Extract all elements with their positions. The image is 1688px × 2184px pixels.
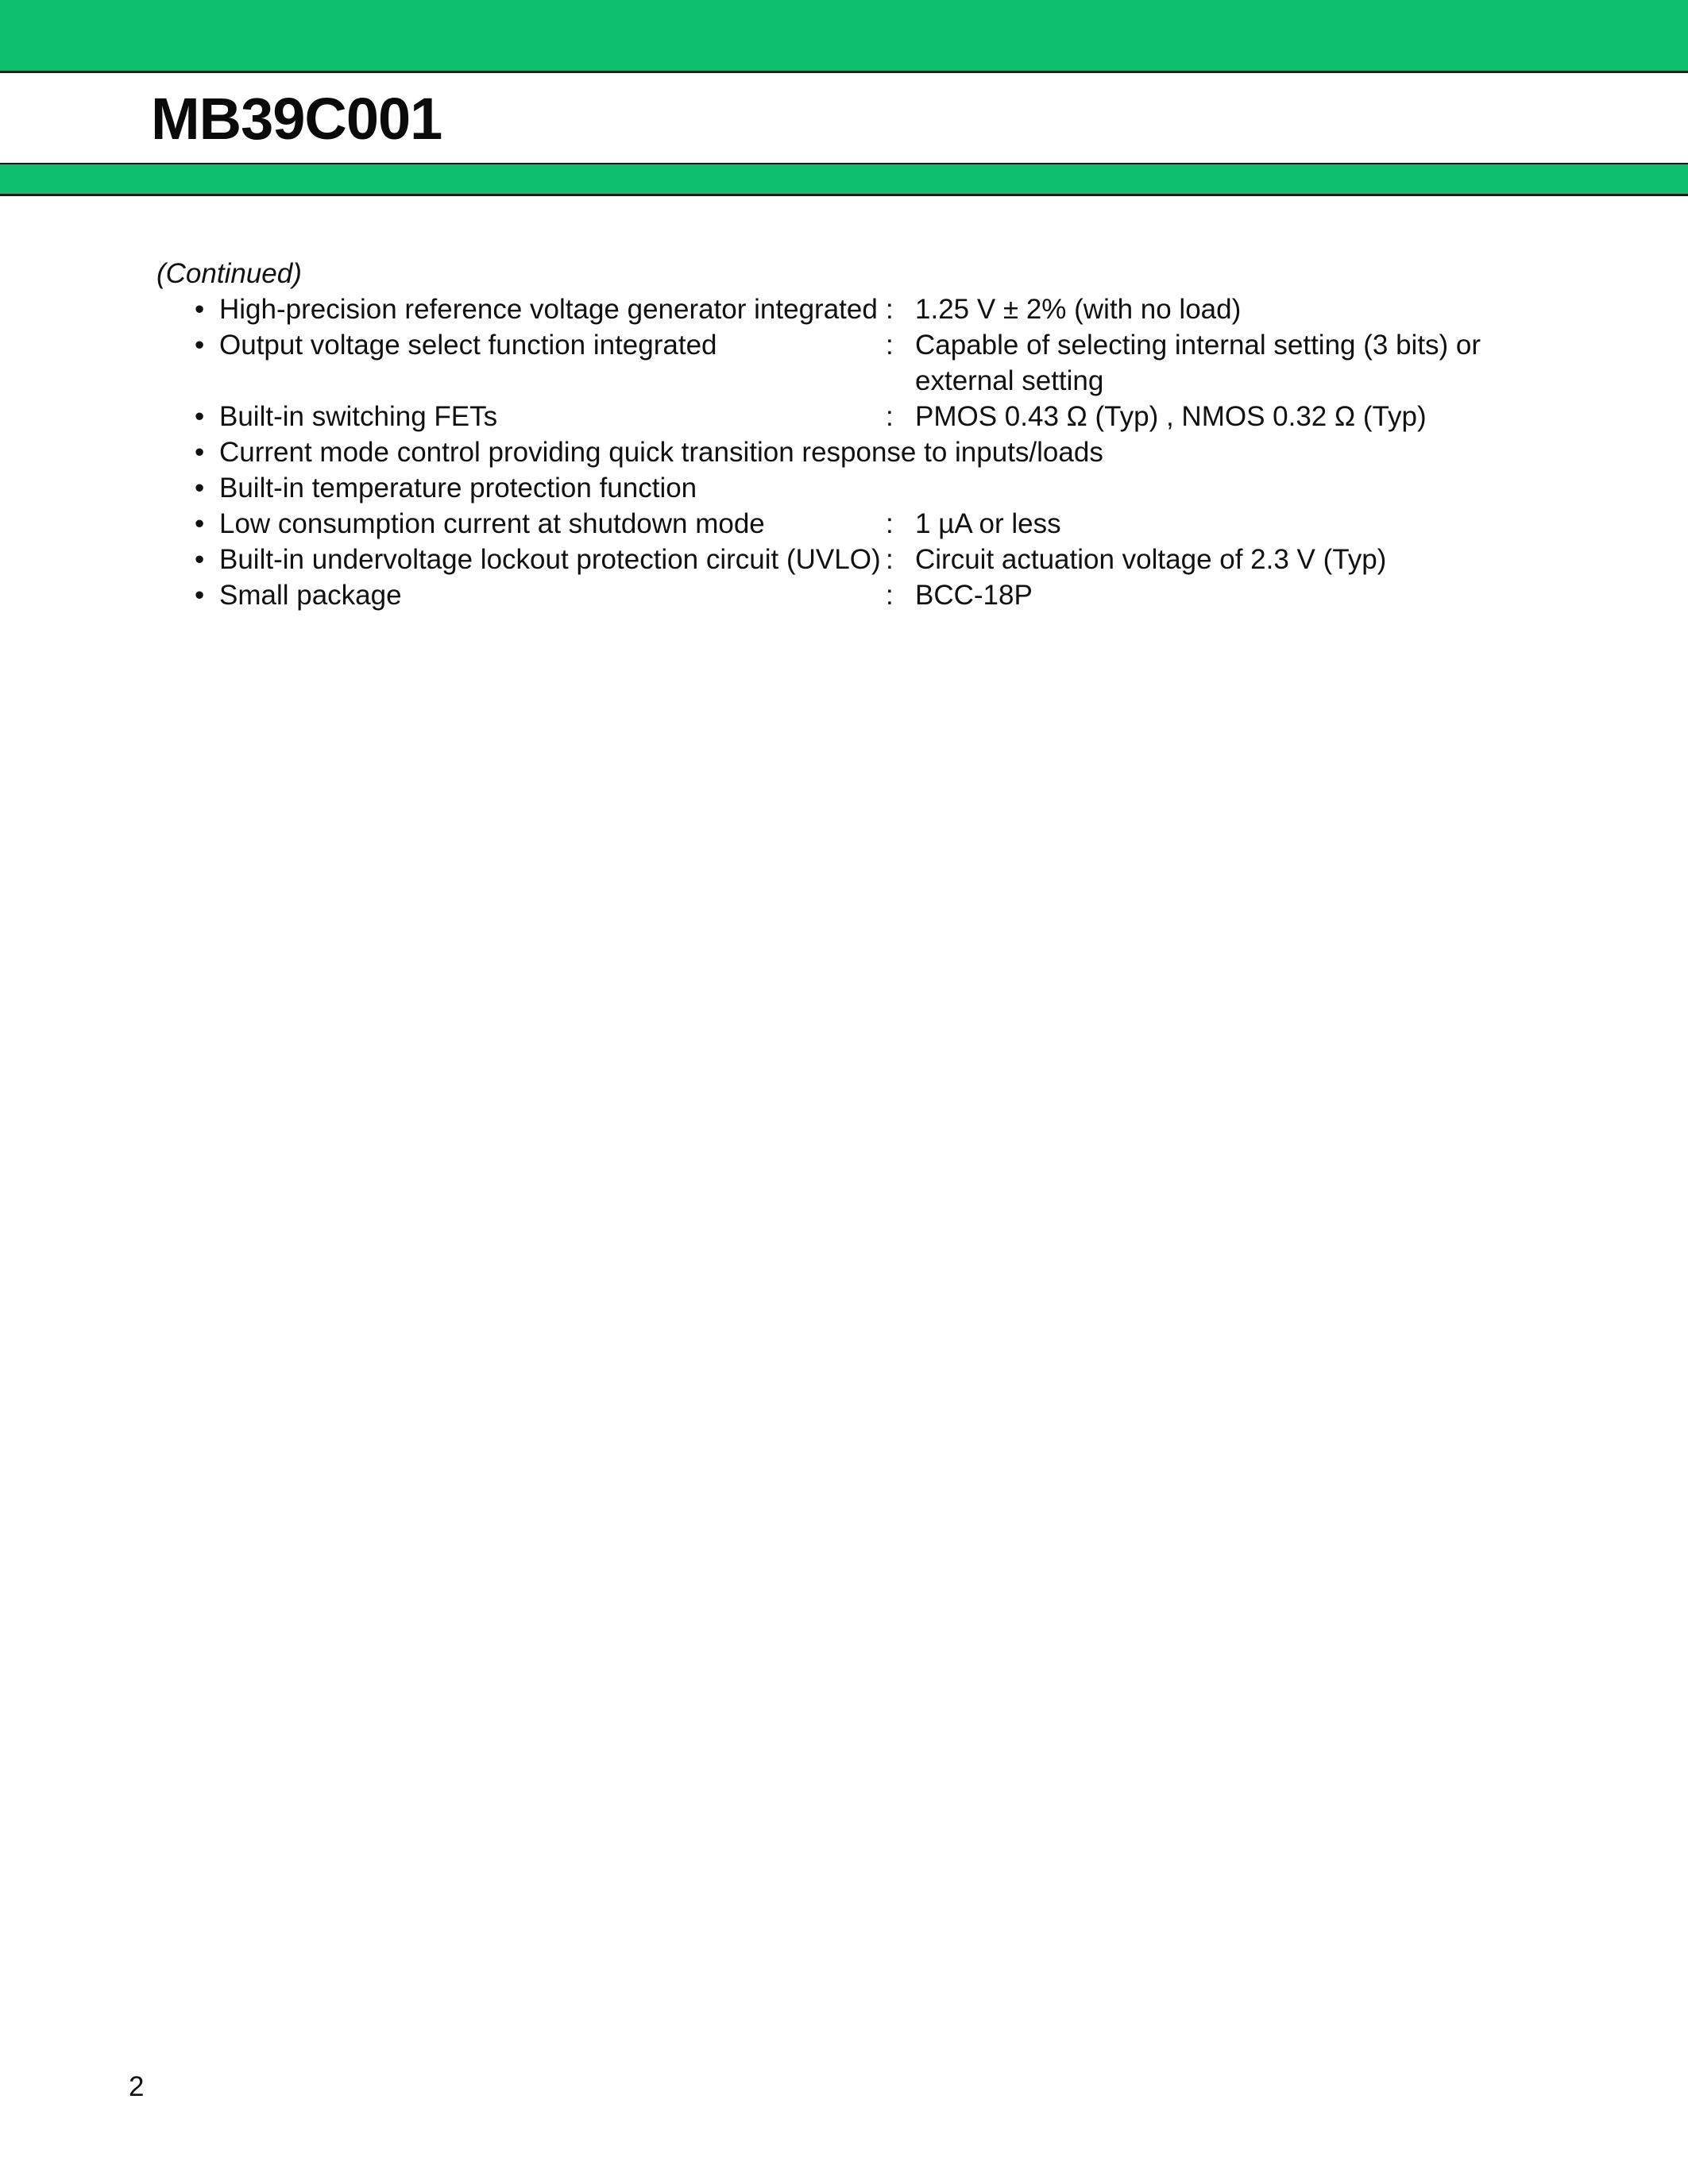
feature-value: PMOS 0.43 Ω (Typ) , NMOS 0.32 Ω (Typ) [915, 401, 1427, 432]
separator-colon: : [886, 544, 894, 575]
bullet-icon: • [195, 437, 205, 468]
feature-name: High-precision reference voltage generator integrated [219, 294, 878, 325]
feature-item [156, 327, 1523, 399]
feature-item [156, 399, 1523, 434]
continued-label: (Continued) [156, 258, 302, 289]
features-section [156, 256, 1523, 613]
feature-name: Built-in switching FETs [219, 401, 498, 432]
feature-item [156, 542, 1523, 577]
feature-value: BCC-18P [915, 580, 1033, 611]
separator-colon: : [886, 294, 894, 325]
feature-name: Low consumption current at shutdown mode [219, 508, 765, 539]
feature-list [156, 291, 1523, 613]
feature-name: Built-in undervoltage lockout protection circuit (UVLO) [219, 544, 881, 575]
feature-value: 1 µA or less [915, 508, 1061, 539]
bullet-icon: • [195, 330, 205, 361]
header-top-band [0, 0, 1688, 73]
separator-colon: : [886, 330, 894, 361]
bullet-icon: • [195, 544, 205, 575]
bullet-icon: • [195, 294, 205, 325]
header-bottom-band [0, 163, 1688, 196]
bullet-icon: • [195, 401, 205, 432]
feature-value: Capable of selecting internal setting (3 bits) or external setting [915, 330, 1481, 396]
feature-item [156, 577, 1523, 613]
bullet-icon: • [195, 508, 205, 539]
feature-item [156, 470, 1523, 506]
feature-name: Small package [219, 580, 402, 611]
feature-item [156, 506, 1523, 542]
separator-colon: : [886, 401, 894, 432]
feature-name: Current mode control providing quick transition response to inputs/loads [219, 437, 1103, 468]
feature-item [156, 291, 1523, 327]
feature-item [156, 434, 1523, 470]
page-number: 2 [129, 2071, 145, 2102]
feature-name: Output voltage select function integrated [219, 330, 717, 361]
feature-value: Circuit actuation voltage of 2.3 V (Typ) [915, 544, 1387, 575]
feature-name: Built-in temperature protection function [219, 473, 697, 504]
bullet-icon: • [195, 473, 205, 504]
bullet-icon: • [195, 580, 205, 611]
feature-value: 1.25 V ± 2% (with no load) [915, 294, 1242, 325]
document-title: MB39C001 [151, 86, 442, 152]
separator-colon: : [886, 580, 894, 611]
separator-colon: : [886, 508, 894, 539]
